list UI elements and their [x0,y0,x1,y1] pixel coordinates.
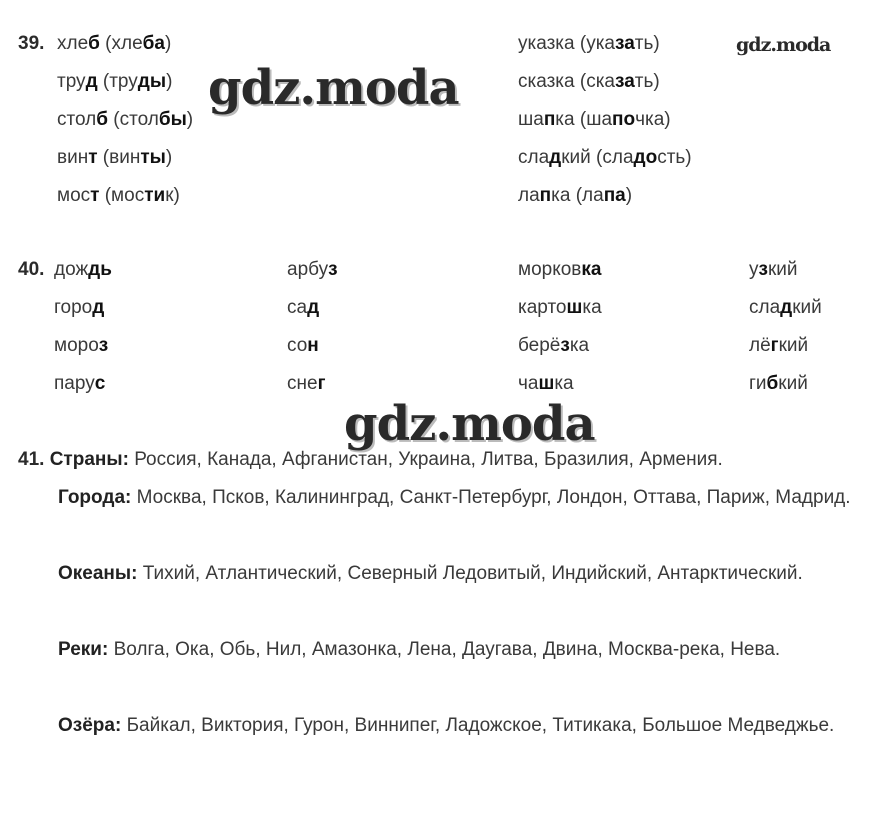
lakes-text: Байкал, Виктория, Гурон, Виннипег, Ладожское, Титикака, Большое Медведжье. [126,715,835,736]
exercise-40-word: арбуз [287,259,338,280]
exercise-40-word: картошка [518,297,602,318]
exercise-39-right-item: шапка (шапочка) [518,109,671,130]
exercise-39-left-item: труд (труды) [57,71,173,92]
exercise-39-right-item: сладкий (сладость) [518,147,692,168]
exercise-40-word: узкий [749,259,798,280]
exercise-39-number: 39. [18,33,45,54]
exercise-40-word: сон [287,335,319,356]
exercise-39-left-item: мост (мостик) [57,185,180,206]
exercise-39-right-item: лапка (лапа) [518,185,633,206]
exercise-41-number: 41. [18,449,45,470]
exercise-41-lakes [18,707,874,745]
exercise-39-left-item: хлеб (хлеба) [57,33,172,54]
exercise-40-word: берёзка [518,335,590,356]
watermark-top: gdz.moda [208,60,459,116]
exercise-40-word: чашка [518,373,574,394]
exercise-40-word: сад [287,297,320,318]
exercise-40-word: лёгкий [749,335,809,356]
cities-text: Москва, Псков, Калининград, Санкт-Петербург, Лондон, Оттава, Париж, Мадрид. [136,487,851,508]
countries-text: Россия, Канада, Афганистан, Украина, Литва, Бразилия, Армения. [134,449,723,470]
exercise-39-right-item: указка (указать) [518,33,660,54]
rivers-text: Волга, Ока, Обь, Нил, Амазонка, Лена, Даугава, Двина, Москва-река, Нева. [113,639,781,660]
cities-label: Города: [58,487,132,508]
exercise-40-word: гибкий [749,373,808,394]
exercise-40-word: город [54,297,105,318]
exercise-40-word: дождь [54,259,112,280]
exercise-39-left-item: столб (столбы) [57,109,194,130]
exercise-40-word: сладкий [749,297,822,318]
countries-label: Страны: [49,449,129,470]
exercise-40-word: парус [54,373,106,394]
exercise-40-word: морковка [518,259,602,280]
exercise-41-rivers [18,631,874,669]
watermark-small: gdz.moda [736,34,831,56]
exercise-40-word: мороз [54,335,109,356]
rivers-label: Реки: [58,639,109,660]
exercise-41-countries [18,441,874,479]
exercise-41-oceans [18,555,874,593]
oceans-text: Тихий, Атлантический, Северный Ледовитый, Индийский, Антарктический. [142,563,803,584]
exercise-40-number: 40. [18,259,45,280]
lakes-label: Озёра: [58,715,122,736]
oceans-label: Океаны: [58,563,138,584]
watermark-middle: gdz.moda [344,396,595,452]
exercise-40-word: снег [287,373,326,394]
exercise-39-left-item: винт (винты) [57,147,173,168]
exercise-39-right-item: сказка (сказать) [518,71,660,92]
exercise-41-cities [18,479,874,517]
